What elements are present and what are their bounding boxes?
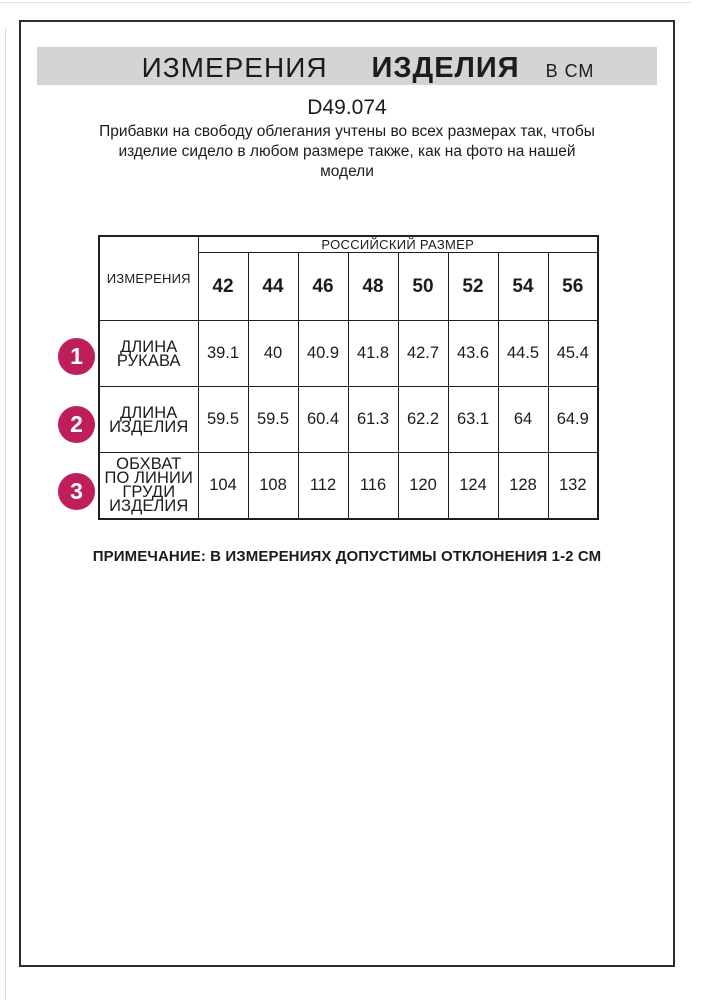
size-header-cell: 46 <box>298 253 348 321</box>
value-cell: 132 <box>548 453 598 519</box>
table-group-header-row <box>99 236 598 253</box>
value-cell: 39.1 <box>198 321 248 387</box>
value-cell: 63.1 <box>448 387 498 453</box>
size-header-cell: 50 <box>398 253 448 321</box>
title-measurements: ИЗМЕРЕНИЯ <box>141 52 328 83</box>
row-number-badge-2: 2 <box>58 406 95 443</box>
value-cell: 45.4 <box>548 321 598 387</box>
measurement-label: ОБХВАТ ПО ЛИНИИ ГРУДИ ИЗДЕЛИЯ <box>99 453 198 519</box>
value-cell: 124 <box>448 453 498 519</box>
scan-edge-line-left <box>5 28 6 1000</box>
scan-edge-line-top <box>0 2 692 3</box>
value-cell: 60.4 <box>298 387 348 453</box>
title-unit-cm: В СМ <box>545 61 595 81</box>
value-cell: 116 <box>348 453 398 519</box>
value-cell: 104 <box>198 453 248 519</box>
size-header-cell: 48 <box>348 253 398 321</box>
value-cell: 108 <box>248 453 298 519</box>
measurement-label: ДЛИНА ИЗДЕЛИЯ <box>99 387 198 453</box>
value-cell: 61.3 <box>348 387 398 453</box>
value-cell: 64.9 <box>548 387 598 453</box>
fit-allowance-note: Прибавки на свободу облегания учтены во всех размерах так, чтобы изделие сидело в любом размере также, как на фото на нашей модели <box>99 123 595 180</box>
table-row-garment-length <box>99 387 598 453</box>
corner-header-cell: ИЗМЕРЕНИЯ <box>99 236 198 321</box>
size-measurements-table <box>98 235 599 520</box>
value-cell: 62.2 <box>398 387 448 453</box>
value-cell: 44.5 <box>498 321 548 387</box>
value-cell: 59.5 <box>248 387 298 453</box>
value-cell: 43.6 <box>448 321 498 387</box>
value-cell: 112 <box>298 453 348 519</box>
size-header-cell: 52 <box>448 253 498 321</box>
table-row-sleeve-length <box>99 321 598 387</box>
value-cell: 128 <box>498 453 548 519</box>
measurement-label: ДЛИНА РУКАВА <box>99 321 198 387</box>
row-number-badge-1: 1 <box>58 338 95 375</box>
value-cell: 41.8 <box>348 321 398 387</box>
product-code: D49.074 <box>307 96 387 119</box>
size-header-cell: 56 <box>548 253 598 321</box>
russian-size-header-cell: РОССИЙСКИЙ РАЗМЕР <box>198 236 598 253</box>
value-cell: 40 <box>248 321 298 387</box>
value-cell: 64 <box>498 387 548 453</box>
size-header-cell: 44 <box>248 253 298 321</box>
title-product: ИЗДЕЛИЯ <box>371 52 520 84</box>
tolerance-note: ПРИМЕЧАНИЕ: В ИЗМЕРЕНИЯХ ДОПУСТИМЫ ОТКЛОНЕНИЯ 1-2 СМ <box>92 548 602 565</box>
table-row-chest-girth <box>99 453 598 519</box>
title-bar <box>37 47 657 85</box>
value-cell: 40.9 <box>298 321 348 387</box>
size-header-cell: 42 <box>198 253 248 321</box>
value-cell: 120 <box>398 453 448 519</box>
size-header-cell: 54 <box>498 253 548 321</box>
value-cell: 59.5 <box>198 387 248 453</box>
row-number-badge-3: 3 <box>58 473 95 510</box>
value-cell: 42.7 <box>398 321 448 387</box>
